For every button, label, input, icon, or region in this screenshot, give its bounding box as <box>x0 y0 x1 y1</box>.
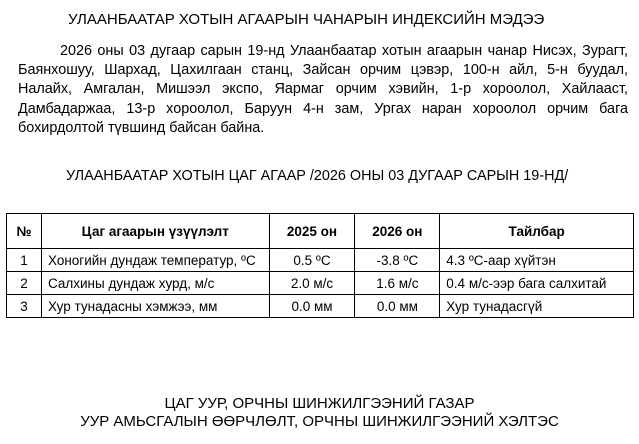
col-header-indicator: Цаг агаарын үзүүлэлт <box>41 214 269 249</box>
table-row <box>7 295 634 318</box>
table-row <box>7 249 634 272</box>
document-title: УЛААНБААТАР ХОТЫН АГААРЫН ЧАНАРЫН ИНДЕКСИЙН МЭДЭЭ <box>68 11 545 28</box>
cell-indicator: Салхины дундаж хурд, м/с <box>41 272 269 295</box>
weather-table <box>6 213 634 318</box>
cell-note: 0.4 м/с-ээр бага салхитай <box>440 272 634 295</box>
col-header-number: № <box>7 214 42 249</box>
air-quality-paragraph: 2026 оны 03 дугаар сарын 19-нд Улаанбаатар хотын агаарын чанар Нисэх, Зурагт, Баянхошуу, Шархад, Цахилгаан станц, Зайсан орчим цэвэр, 100-н айл, 5-н буудал, Налайх, Амгалан, Мишээл экспо, Яармаг орчим хэвийн, 1-р хороолол, Хайлааст, Дамбадаржаа, 13-р хороолол, Баруун 4-н зам, Ургах наран хороолол орчим бага бохирдолтой түвшинд байсан байна. <box>18 43 628 136</box>
cell-2026: 1.6 м/с <box>355 272 440 295</box>
cell-indicator: Хоногийн дундаж температур, ºC <box>41 249 269 272</box>
cell-number: 1 <box>7 249 42 272</box>
cell-indicator: Хур тунадасны хэмжээ, мм <box>41 295 269 318</box>
col-header-2025: 2025 он <box>269 214 355 249</box>
cell-2026: -3.8 ºC <box>355 249 440 272</box>
cell-note: 4.3 ºC-аар хүйтэн <box>440 249 634 272</box>
footer-agency: ЦАГ УУР, ОРЧНЫ ШИНЖИЛГЭЭНИЙ ГАЗАР <box>164 395 475 412</box>
col-header-note: Тайлбар <box>440 214 634 249</box>
weather-section-title: УЛААНБААТАР ХОТЫН ЦАГ АГААР /2026 ОНЫ 03 ДУГААР САРЫН 19-НД/ <box>66 168 569 184</box>
cell-note: Хур тунадасгүй <box>440 295 634 318</box>
cell-number: 3 <box>7 295 42 318</box>
cell-2025: 0.0 мм <box>269 295 355 318</box>
cell-2025: 0.5 ºC <box>269 249 355 272</box>
footer-department: УУР АМЬСГАЛЫН ӨӨРЧЛӨЛТ, ОРЧНЫ ШИНЖИЛГЭЭНИЙ ХЭЛТЭС <box>80 413 559 430</box>
cell-2026: 0.0 мм <box>355 295 440 318</box>
table-row <box>7 272 634 295</box>
cell-2025: 2.0 м/с <box>269 272 355 295</box>
table-header-row <box>7 214 634 249</box>
cell-number: 2 <box>7 272 42 295</box>
col-header-2026: 2026 он <box>355 214 440 249</box>
